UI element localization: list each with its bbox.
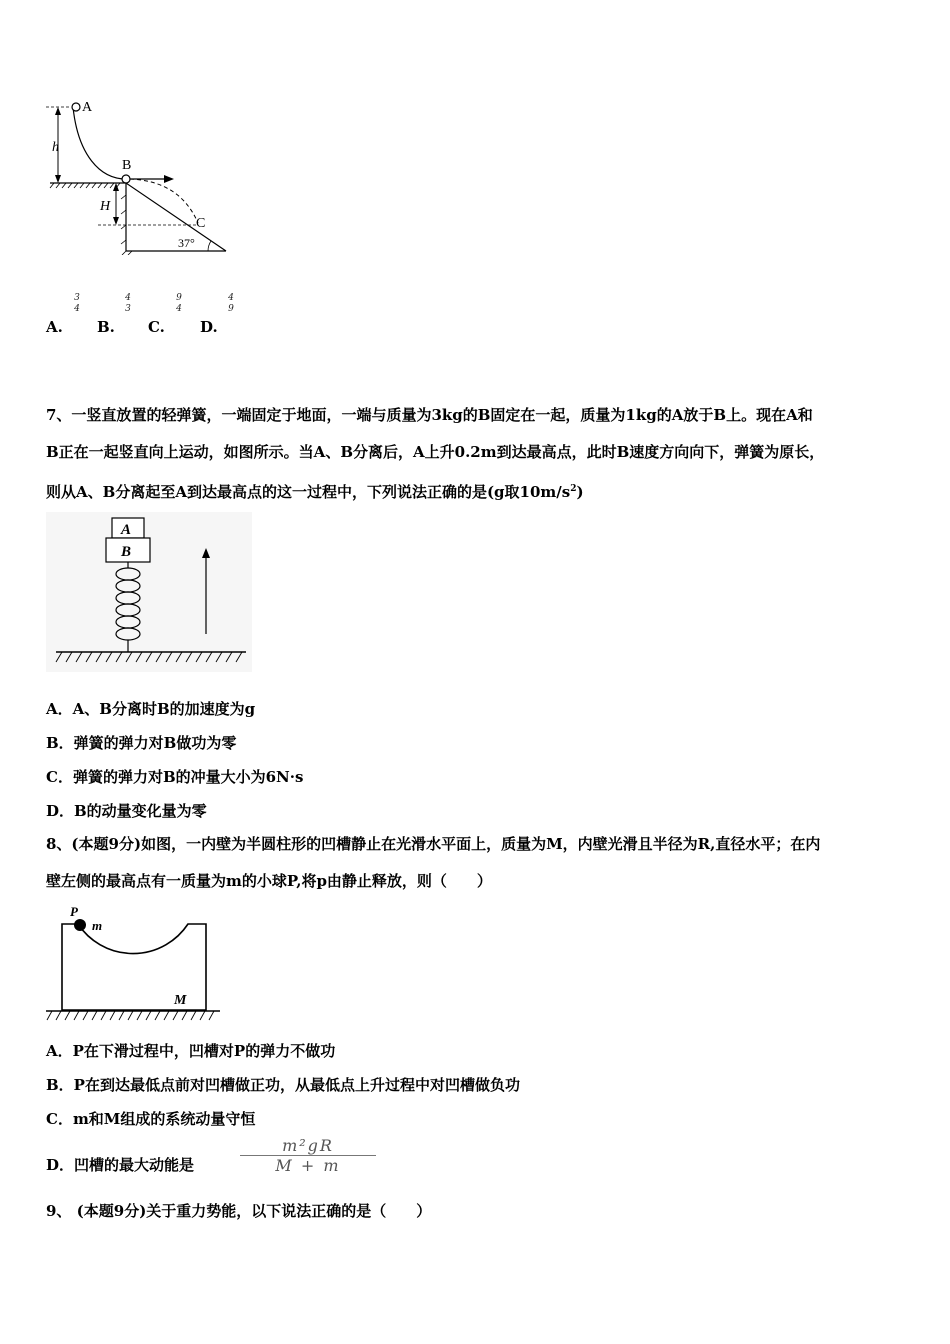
q6-option-c-letter[interactable]: C. [148, 318, 165, 336]
label-m: m [92, 918, 103, 933]
q6-option-c-den: 4 [176, 304, 182, 314]
q7-figure [46, 512, 252, 672]
label-b: B [122, 158, 132, 173]
q7-option-c[interactable]: C．弹簧的弹力对B的冲量大小为6N·s [46, 768, 304, 786]
q6-option-c-num: 9 [176, 293, 182, 303]
label-c: C [196, 216, 206, 231]
q8-option-c[interactable]: C．m和M组成的系统动量守恒 [46, 1110, 256, 1128]
q7-option-a[interactable]: A．A、B分离时B的加速度为g [46, 700, 256, 718]
q8-option-b[interactable]: B．P在到达最低点前对凹槽做正功，从最低点上升过程中对凹槽做负功 [46, 1076, 520, 1094]
q8-option-d[interactable] [46, 1154, 194, 1175]
q7-line3-sup: 2 [570, 484, 577, 494]
q6-option-a-den: 4 [74, 304, 80, 314]
label-big-m: M [174, 993, 187, 1008]
q8-option-d-text: D．凹槽的最大动能是 [46, 1156, 195, 1174]
q6-option-a-fraction [72, 293, 82, 315]
q6-option-b-num: 4 [125, 293, 131, 303]
q8-stem [46, 826, 912, 900]
q8-option-d-formula [226, 1138, 390, 1173]
q6-option-d-num: 4 [228, 293, 234, 303]
q6-option-b-letter[interactable]: B. [97, 318, 115, 336]
q7-option-d[interactable]: D．B的动量变化量为零 [46, 802, 207, 820]
q7-line3-end: ) [576, 483, 584, 501]
label-big-h: H [100, 199, 111, 214]
q7-line3 [46, 471, 912, 511]
q8-option-a[interactable]: A．P在下滑过程中，凹槽对P的弹力不做功 [46, 1042, 336, 1060]
label-h: h [52, 140, 59, 155]
q6-option-a-letter[interactable]: A. [46, 318, 63, 336]
q7-line1: 7、一竖直放置的轻弹簧，一端固定于地面，一端与质量为3kg的B固定在一起，质量为1kg的A放于B上。现在A和 [46, 406, 813, 424]
q8-line2: 壁左侧的最高点有一质量为m的小球P,将p由静止释放，则（ ） [46, 872, 492, 890]
q6-option-b-den: 3 [125, 304, 131, 314]
block-a-label: A [121, 522, 132, 538]
label-p: P [70, 904, 78, 919]
q7-option-b[interactable]: B．弹簧的弹力对B做功为零 [46, 734, 237, 752]
q8-line1: 8、(本题9分)如图，一内壁为半圆柱形的凹槽静止在光滑水平面上，质量为M，内壁光滑且半径为R,直径水平；在内 [46, 835, 821, 853]
q8-figure [44, 902, 224, 1026]
formula-denominator: M + m [275, 1156, 341, 1175]
block-b-label: B [121, 544, 132, 560]
q6-option-c-fraction [174, 293, 184, 315]
q6-option-b-fraction [123, 293, 133, 315]
label-angle: 37° [178, 236, 195, 250]
q7-line2: B正在一起竖直向上运动，如图所示。当A、B分离后，A上升0.2m到达最高点，此时B速度方向向下，弹簧为原长， [46, 443, 825, 461]
q6-option-d-den: 9 [228, 304, 234, 314]
q9-stem: 9、 (本题9分)关于重力势能，以下说法正确的是（ ） [46, 1202, 432, 1220]
q6-option-d-letter[interactable]: D. [200, 318, 218, 336]
label-a: A [82, 100, 93, 115]
q6-option-a-num: 3 [74, 293, 80, 303]
q7-stem [46, 397, 912, 511]
q6-option-d-fraction [226, 293, 236, 315]
formula-numerator: m²gR [282, 1136, 334, 1155]
q7-line3-text: 则从A、B分离起至A到达最高点的这一过程中，下列说法正确的是(g取10m/s [46, 483, 571, 501]
q6-figure [40, 95, 240, 255]
